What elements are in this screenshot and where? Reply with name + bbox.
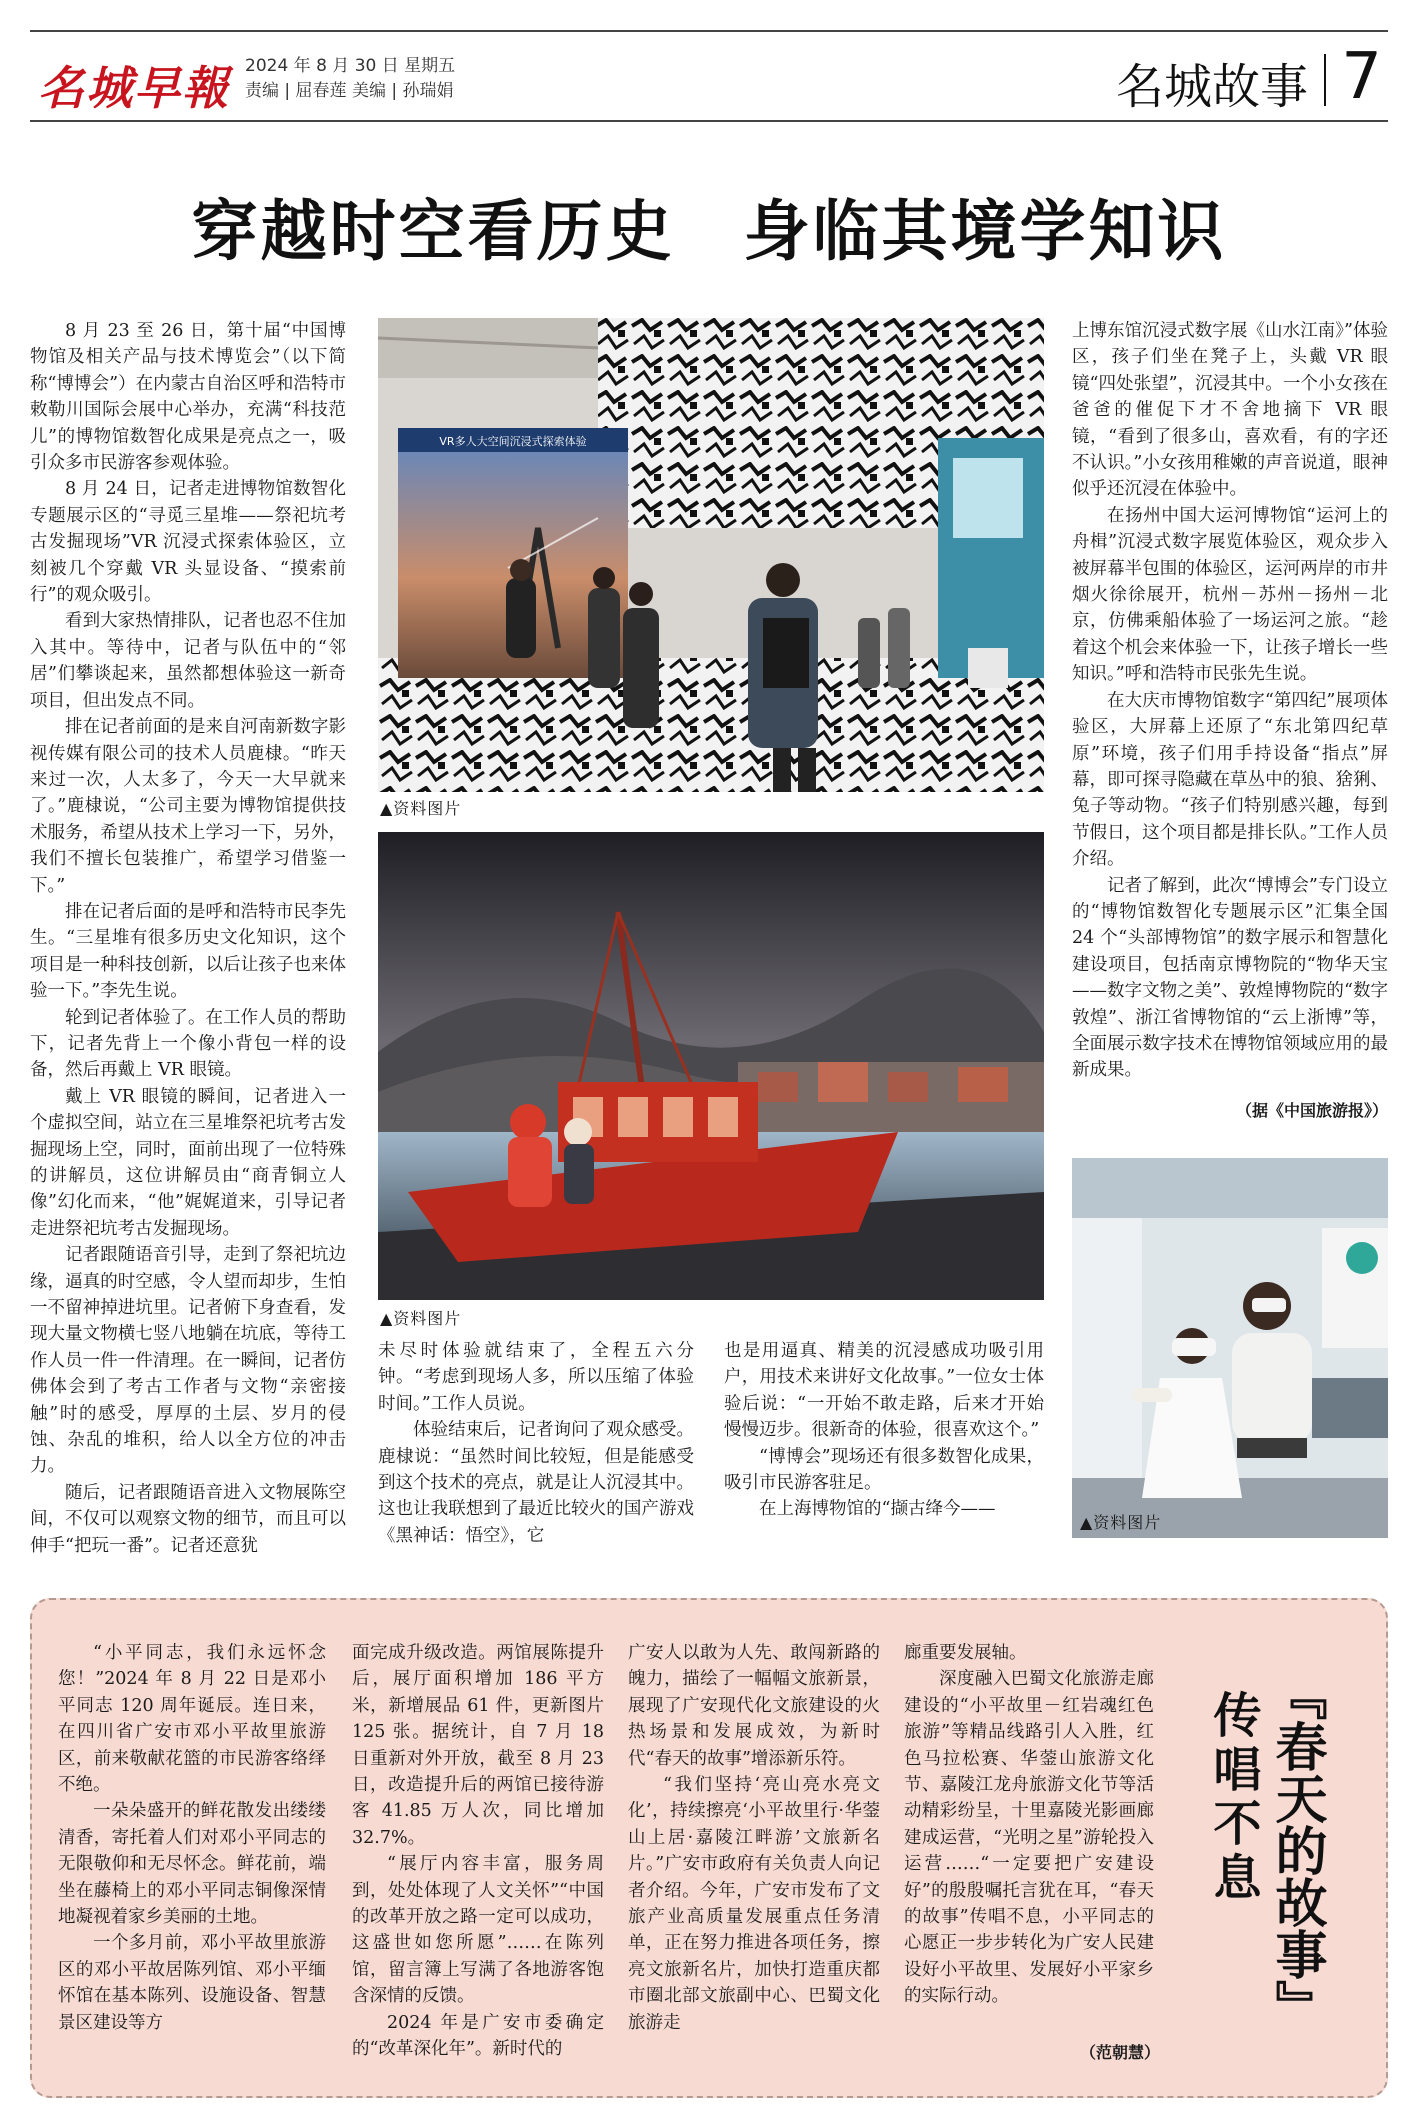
paragraph: “我们坚持‘亮山亮水亮文化’，持续擦亮‘小平故里行·华蓥山上居·嘉陵江畔游’文旅新名片。”广安市政府有关负责人向记者介绍。今年，广安市发布了文旅产业高质量发展重点任务清单，正在努力推进各项任务，擦亮文旅新名片，加快打造重庆都市圈北部文旅副中心、巴蜀文化旅游走 [628, 1775, 880, 2033]
photo2-caption: ▲资料图片 [380, 1309, 462, 1328]
article-column-4 [1072, 318, 1388, 1128]
feature-column-2 [352, 1640, 604, 2060]
paragraph: 看到大家热情排队，记者也忍不住加入其中。等待中，记者与队伍中的“邻居”们攀谈起来，虽然都想体验这一新奇项目，但出发点不同。 [30, 611, 346, 711]
paragraph: 排在记者前面的是来自河南新数字影视传媒有限公司的技术人员鹿棣。“昨天来过一次，人太多了，今天一大早就来了。”鹿棣说，“公司主要为博物馆提供技术服务，希望从技术上学习一下，另外，我们不擅长包装推广，希望学习借鉴一下。” [30, 717, 346, 896]
photo-child-vr [1072, 1158, 1388, 1538]
paragraph: 深度融入巴蜀文化旅游走廊建设的“小平故里－红岩魂红色旅游”等精品线路引人入胜，红色马拉松赛、华蓥山旅游文化节、嘉陵江龙舟旅游文化节等活动精彩纷呈，十里嘉陵光影画廊建成运营，“光明之星”游轮投入运营……“一定要把广安建设好”的殷殷嘱托言犹在耳，“春天的故事”传唱不息，小平同志的心愿正一步步转化为广安人民建设好小平故里、发展好小平家乡的实际行动。 [904, 1669, 1154, 2007]
issue-meta [245, 54, 455, 104]
paragraph: 也是用逼真、精美的沉浸感成功吸引用户，用技术来讲好文化故事。”一位女士体验后说：“一开始不敢走路，后来才开始慢慢迈步。很新奇的体验，很喜欢这个。” [724, 1341, 1044, 1441]
issue-date: 2024 年 8 月 30 日 星期五 [245, 56, 456, 76]
paragraph: “小平同志，我们永远怀念您！”2024 年 8 月 22 日是邓小平同志 120 周年诞辰。连日来，在四川省广安市邓小平故里旅游区，前来敬献花篮的市民游客络绎不绝。 [58, 1643, 326, 1796]
paragraph: 上博东馆沉浸式数字展《山水江南》”体验区，孩子们坐在凳子上，头戴 VR 眼镜“四处张望”，沉浸其中。一个小女孩在爸爸的催促下才不舍地摘下 VR 眼镜，“看到了很多山，喜欢看，有的字还不认识。”小女孩用稚嫩的声音说道，眼神似乎还沉浸在体验中。 [1072, 321, 1388, 500]
feature-column-4 [904, 1640, 1154, 2040]
paragraph: 8 月 24 日，记者走进博物馆数智化专题展示区的“寻觅三星堆——祭祀坑考古发掘现场”VR 沉浸式探索体验区，立刻被几个穿戴 VR 头显设备、“摸索前行”的观众吸引。 [30, 479, 346, 606]
feature-column-3 [628, 1640, 880, 2060]
photo3-caption: ▲资料图片 [1080, 1513, 1162, 1532]
photo-canal-boat [378, 832, 1044, 1300]
paragraph: 廊重要发展轴。 [904, 1643, 1027, 1663]
paragraph: 广安人以敢为人先、敢闯新路的魄力，描绘了一幅幅文旅新景，展现了广安现代化文旅建设的火热场景和发展成效，为新时代“春天的故事”增添新乐符。 [628, 1643, 880, 1769]
paragraph: 在大庆市博物馆数字“第四纪”展项体验区，大屏幕上还原了“东北第四纪草原”环境，孩子们用手持设备“指点”屏幕，即可探寻隐藏在草丛中的狼、猞猁、兔子等动物。“孩子们特别感兴趣，每到节假日，这个项目都是排长队。”工作人员介绍。 [1072, 690, 1388, 870]
paragraph: 8 月 23 至 26 日，第十届“中国博物馆及相关产品与技术博览会”（以下简称“博博会”）在内蒙古自治区呼和浩特市敕勒川国际会展中心举办，充满“科技范儿”的博物馆数智化成果是亮点之一，吸引众多市民游客参观体验。 [30, 321, 346, 474]
article-source: （据《中国旅游报》） [1235, 1101, 1388, 1120]
newspaper-logo: 名城早報 [38, 61, 230, 115]
paragraph: 一个多月前，邓小平故里旅游区的邓小平故居陈列馆、邓小平缅怀馆在基本陈列、设施设备、智慧景区建设等方 [58, 1933, 326, 2033]
section-name: 名城故事 [1115, 59, 1308, 115]
paragraph: 面完成升级改造。两馆展陈提升后，展厅面积增加 186 平方米，新增展品 61 件，更新图片 125 张。据统计，自 7 月 18 日重新对外开放，截至 8 月 23 日，改造提升后的两馆已接待游客 41.85 万人次，同比增加 32.7%。 [352, 1643, 604, 1848]
feature-title-sub: 传唱不息 [1205, 1690, 1261, 1906]
paragraph: 未尽时体验就结束了，全程五六分钟。“考虑到现场人多，所以压缩了体验时间。”工作人员说。 [378, 1341, 694, 1414]
page-headline: 穿越时空看历史 身临其境学知识 [191, 193, 1227, 270]
paragraph: 体验结束后，记者询问了观众感受。鹿棣说：“虽然时间比较短，但是能感受到这个技术的亮点，就是让人沉浸其中。这也让我联想到了最近比较火的国产游戏《黑神话：悟空》，它 [378, 1420, 694, 1546]
feature-byline: （范朝慧） [1080, 2043, 1161, 2062]
photo1-caption: ▲资料图片 [380, 799, 462, 818]
paragraph: 随后，记者跟随语音进入文物展陈空间，不仅可以观察文物的细节，而且可以伸手“把玩一番”。记者还意犹 [30, 1482, 346, 1556]
article-column-1 [30, 318, 346, 1556]
paragraph: 记者跟随语音引导，走到了祭祀坑边缘，逼真的时空感，令人望而却步，生怕一不留神掉进坑里。记者俯下身查看，发现大量文物横七竖八地躺在坑底，等待工作人员一件一件清理。在一瞬间，记者仿佛体会到了考古工作者与文物“亲密接触”时的感受，厚厚的土层、岁月的侵蚀、杂乱的堆积，给人以全方位的冲击力。 [30, 1245, 346, 1477]
paragraph: 轮到记者体验了。在工作人员的帮助下，记者先背上一个像小背包一样的设备，然后再戴上 VR 眼镜。 [30, 1007, 346, 1081]
section-divider [1324, 54, 1326, 106]
paragraph: 一朵朵盛开的鲜花散发出缕缕清香，寄托着人们对邓小平同志的无限敬仰和无尽怀念。鲜花前，端坐在藤椅上的邓小平同志铜像深情地凝视着家乡美丽的土地。 [58, 1801, 326, 1928]
feature-title-main: 『春天的故事』 [1266, 1668, 1327, 2032]
editor-credits: 责编 | 屈春莲 美编 | 孙瑞娟 [245, 81, 454, 101]
photo-vr-exhibit [378, 318, 1044, 792]
article-column-2 [378, 1338, 694, 1548]
article-column-3 [724, 1338, 1044, 1548]
paragraph: 排在记者后面的是呼和浩特市民李先生。“三星堆有很多历史文化知识，这个项目是一种科技创新，以后让孩子也来体验一下。”李先生说。 [30, 901, 346, 1002]
paragraph: “博博会”现场还有很多数智化成果，吸引市民游客驻足。 [724, 1446, 1044, 1494]
masthead [30, 30, 1388, 122]
paragraph: 戴上 VR 眼镜的瞬间，记者进入一个虚拟空间，站立在三星堆祭祀坑考古发掘现场上空，同时，面前出现了一位特殊的讲解员，这位讲解员由“商青铜立人像”幻化而来，“他”娓娓道来，引导记者走进祭祀坑考古发掘现场。 [30, 1086, 346, 1239]
feature-column-1 [58, 1640, 326, 2060]
paragraph: 在扬州中国大运河博物馆“运河上的舟楫”沉浸式数字展览体验区，观众步入被屏幕半包围的体验区，运河两岸的市井烟火徐徐展开，杭州－苏州－扬州－北京，仿佛乘船体验了一场运河之旅。“趁着这个机会来体验一下，让孩子增长一些知识。”呼和浩特市民张先生说。 [1072, 505, 1388, 685]
paragraph: “展厅内容丰富，服务周到，处处体现了人文关怀”“中国的改革开放之路一定可以成功，这盛世如您所愿”……在陈列馆，留言簿上写满了各地游客饱含深情的反馈。 [352, 1854, 604, 2007]
paragraph: 2024 年是广安市委确定的“改革深化年”。新时代的 [352, 2012, 604, 2060]
paragraph: 记者了解到，此次“博博会”专门设立的“博物馆数智化专题展示区”汇集全国 24 个“头部博物馆”的数字展示和智慧化建设项目，包括南京博物院的“物华天宝——数字文物之美”、敦煌博物院的“数字敦煌”、浙江省博物馆的“云上浙博”等，全面展示数字技术在博物馆领域应用的最新成果。 [1072, 875, 1388, 1081]
paragraph: 在上海博物馆的“撷古绛今—— [759, 1499, 996, 1520]
page-number: 7 [1341, 40, 1382, 114]
vr-exhibit-sign: VR多人大空间沉浸式探索体验 [439, 435, 587, 448]
